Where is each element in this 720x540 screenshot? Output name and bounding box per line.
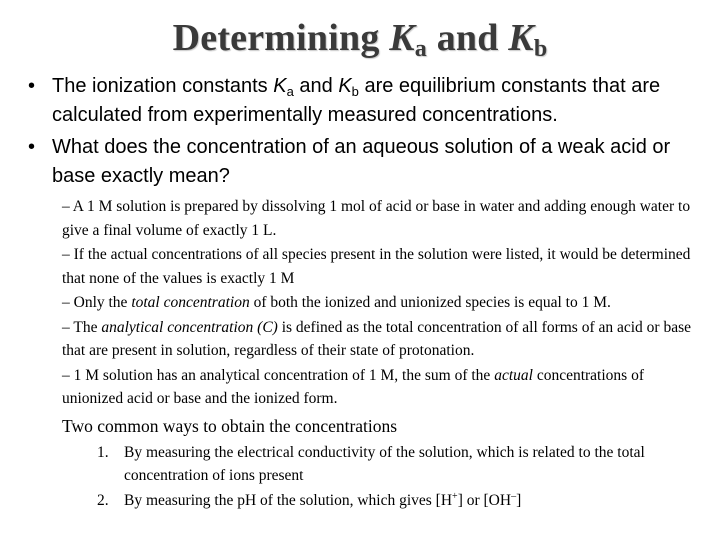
method-conductivity: 1. By measuring the electrical conductivity of the solution, which is related to the total concentration of ions present [97, 441, 707, 487]
bullet-marker: • [28, 136, 36, 158]
method-number: 2. [97, 492, 109, 509]
sub-point-list [62, 195, 702, 412]
bullet-concentration-question: • What does the concentration of an aqueous solution of a weak acid or base exactly mean? [28, 133, 708, 191]
sub-point-total-concentration: – Only the total concentration of both the ionized and unionized species is equal to 1 M. [62, 294, 611, 311]
method-number: 1. [97, 444, 109, 461]
ways-heading: Two common ways to obtain the concentrations [62, 416, 398, 436]
sub-point-sum-of-actual: – 1 M solution has an analytical concentration of 1 M, the sum of the actual concentrations of unionized acid or base and the ionized form. [62, 366, 644, 407]
methods-list [97, 441, 707, 514]
slide-title: Determining $K_a$ and $K_b$ [172, 17, 548, 62]
main-bullet-list [28, 72, 708, 194]
sub-point-1m-solution: – A 1 M solution is prepared by dissolving 1 mol of acid or base in water and adding enough water to give a final volume of exactly 1 L. [62, 198, 691, 239]
bullet-marker: • [28, 75, 36, 97]
bullet-ionization-constants: • The ionization constants $K_a$ and $K_b$ are equilibrium constants that are calculated from experimentally measured concentrations. [28, 72, 708, 130]
sub-point-actual-concentrations: – If the actual concentrations of all species present in the solution were listed, it would be determined that none of the values is exactly 1 M [62, 246, 691, 287]
method-ph: 2. By measuring the pH of the solution, which gives [H+] or [OH–] [97, 489, 707, 512]
sub-point-analytical-concentration: – The analytical concentration (C) is defined as the total concentration of all forms of an acid or base that are present in solution, regardless of their state of protonation. [62, 318, 692, 359]
